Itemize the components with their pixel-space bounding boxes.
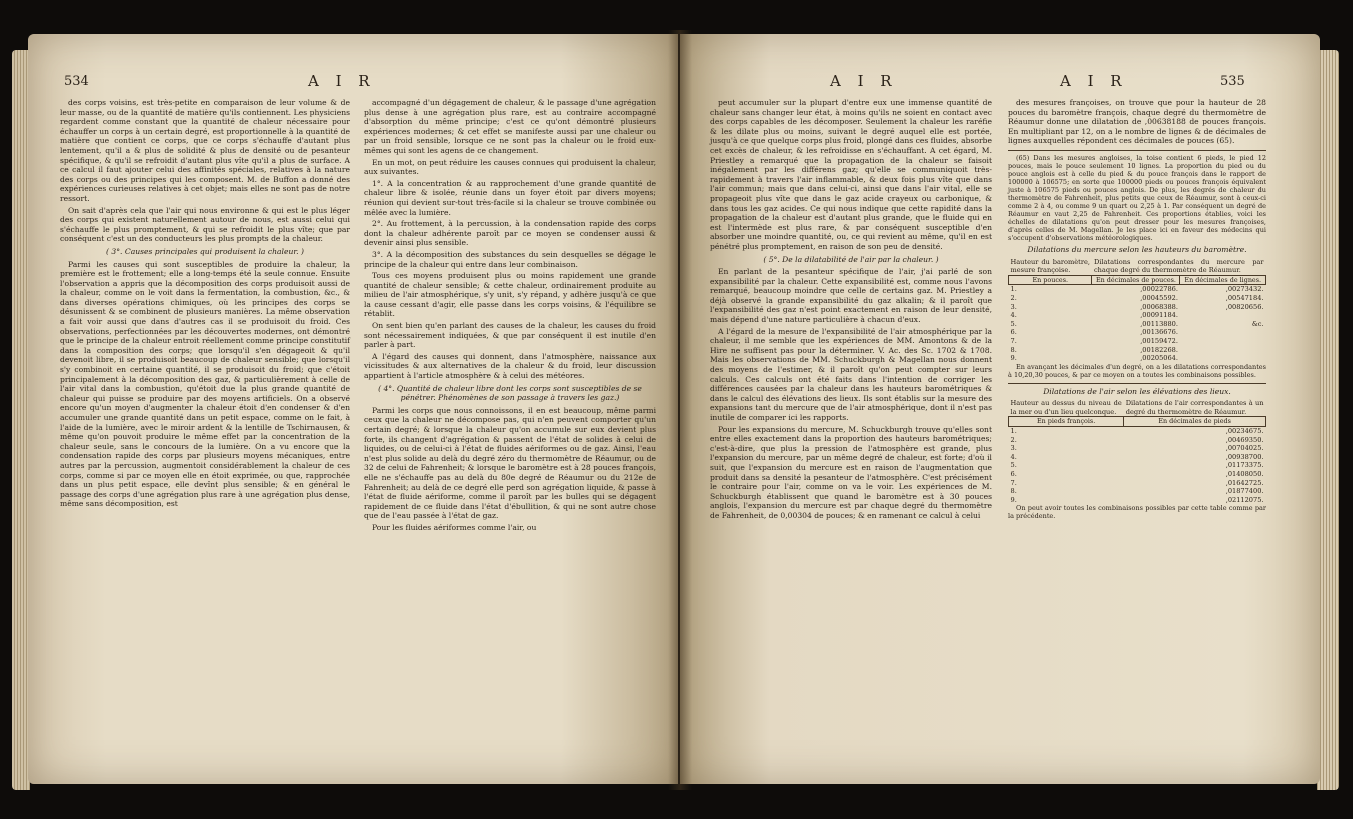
table-row	[1009, 320, 1266, 329]
cell	[1180, 346, 1266, 355]
footnote: (65) Dans les mesures angloises, la toise contient 6 pieds, le pied 12 pouces, mais le pouce seulement 10 lignes. La proportion du pied ou du pouce anglois est à celle du pied & du pouce françois dans le rapport de 100000 à 106575; en sorte que 100000 pieds ou pouces françois équivalent juste à 106575 pieds ou pouces anglois. De plus, les degrés de chaleur du thermomètre de Fahrenheit, plus petits que ceux de Réaumur, sont à ceux-ci comme 2 à 4, ou comme 9 un quart ou 2,25 à 1. Par conséquent un degré de Réaumur en vaut 2,25 de Fahrenheit. Ces proportions établies, voici les échelles de dilatations qu'on peut dresser pour les mesures françoises, d'après celles de M. Magellan. Je les place ici en faveur des médecins qui s'occupent d'observations météorologiques.	[1008, 153, 1266, 242]
running-header: A I R	[830, 72, 898, 90]
cell	[1180, 337, 1266, 346]
cell: ,00068388.	[1140, 302, 1178, 311]
cell: 5.	[1010, 319, 1017, 328]
section-heading: ( 5°. De la dilatabilité de l'air par la chaleur. )	[763, 254, 939, 264]
cell: ,00704025.	[1225, 444, 1264, 453]
cell: ,00547184.	[1225, 293, 1264, 302]
cell: ,00469350.	[1225, 435, 1264, 444]
table-row	[1009, 453, 1266, 462]
running-header: A I R	[1060, 72, 1128, 90]
cell	[1180, 311, 1266, 320]
paragraph: 1°. A la concentration & au rapprochement d'une grande quantité de chaleur libre & isolée, réunie dans un foyer étoit par divers moyens; réunion qui devient sur-tout très-facile si la chaleur se trouve combinée ou mêlée avec la lumière.	[364, 178, 656, 217]
air-dilatation-table	[1008, 399, 1266, 504]
cell: ,00938700.	[1225, 452, 1264, 461]
paragraph: des corps voisins, est très-petite en comparaison de leur volume & de leur masse, ou de la quantité de matière qu'ils contiennent. Les physiciens regardent comme constant que la quantité de chaleur nécessaire pour échauffer un corps à un certain degré, est proportionnelle à la quantité de matière que contient ce corps, que ce corps s'échauffe d'autant plus lentement, qu'il a & plus de solidité & plus de densité ou de pesanteur spécifique, & qu'il se refroidit d'autant plus vîte qu'il a plus de surface. A ce calcul il faut ajouter celui des affinités spéciales, relatives à la nature des corps ou des principes qui les composent. M. de Buffon a donné des expériences curieuses relatives à cet objet; mais elles ne sont pas de notre ressort.	[60, 98, 350, 203]
table-note: En avançant les décimales d'un degré, on a les dilatations correspondantes à 10,20,30 pouces, & par ce moyen on a toutes les combinaisons possibles.	[1008, 362, 1266, 379]
cell: ,00273432.	[1225, 285, 1264, 294]
cell: 7.	[1010, 478, 1017, 487]
column-header: En pieds françois.	[1009, 417, 1124, 427]
cell: 1.	[1010, 285, 1017, 294]
right-page	[680, 34, 1320, 784]
table-row	[1009, 311, 1266, 320]
left-page	[28, 34, 678, 784]
cell: ,00136676.	[1140, 328, 1178, 337]
table-title: Dilatations de l'air selon les élévations des lieux.	[1043, 386, 1231, 396]
table-row	[1009, 354, 1266, 363]
paragraph: Parmi les causes qui sont susceptibles de produire la chaleur, la première est le frottement; elle a long-temps été la seule connue. Ensuite l'observation a appris que la décomposition des corps produisoit aussi de la chaleur, comme on le voit dans la fermentation, la combustion, &c., & dans diverses opérations chimiques, où les principes des corps se désunissent & se combinent de plusieurs manières. La même observation a fait voir aussi que dans d'autres cas il se produisoit du froid. Ces observations, perfectionnées par les découvertes modernes, ont démontré que le principe de la chaleur entroit réellement comme principe constitutif dans la composition des corps; que lorsqu'il s'en dégageoit & qu'il devenoit libre, il se produisoit beaucoup de chaleur sensible; que lorsqu'il s'y combinoit en certaine quantité, il se produisoit du froid; que c'étoit principalement à la décomposition des gaz, & particulièrement à celle de l'air vital dans la combustion, qu'étoit due la plus grande quantité de chaleur qui puisse se produire par des moyens artificiels. On a observé encore qu'un moyen d'augmenter la chaleur étoit d'en condenser & d'en accumuler une grande quantité dans un petit espace, comme on le fait, à l'aide de la lumière, avec le miroir ardent & la lentille de Tschirnausen, & même qu'on pouvoit produire le même effet par la concentration de la chaleur seule, sans le concours de la lumière. On a vu encore que la condensation rapide des corps par plusieurs moyens mécaniques, entre autres par la percussion, augmentoit considérablement la chaleur de ces corps, comme si par ce moyen elle en étoit exprimée, ou que, rapprochée dans un plus petit espace, elle devînt plus sensible; & en général le passage des corps d'une agrégation plus rare à une agrégation plus dense, même sans décomposition, est	[60, 259, 350, 509]
divider	[1008, 383, 1266, 384]
paragraph: On sent bien qu'en parlant des causes de la chaleur, les causes du froid sont nécessairement indiquées, & que par conséquent il est inutile d'en parler à part.	[364, 321, 656, 350]
cell: 9.	[1010, 354, 1017, 363]
cell: 2.	[1010, 293, 1017, 302]
paragraph: On sait d'après cela que l'air qui nous environne & qui est le plus léger des corps qui existent naturellement autour de nous, est aussi celui qui s'échauffe le plus promptement, & qui se refroidit le plus vîte; que par conséquent c'est un des conducteurs les plus prompts de la chaleur.	[60, 205, 350, 244]
table-head: Hauteur au dessus du niveau de la mer ou d'un lieu quelconque.	[1010, 399, 1122, 416]
paragraph: A l'égard des causes qui donnent, dans l'atmosphère, naissance aux vicissitudes & aux alternatives de la chaleur & du froid, leur discussion appartient à l'article atmosphère & à celui des météores.	[364, 351, 656, 381]
table-head: Dilatations correspondantes du mercure par chaque degré du thermomètre de Réaumur.	[1093, 257, 1264, 275]
cell: ,00091184.	[1140, 311, 1178, 320]
cell: 7.	[1010, 336, 1017, 345]
column-header: En pouces.	[1009, 275, 1092, 285]
paragraph: En parlant de la pesanteur spécifique de l'air, j'ai parlé de son expansibilité par la chaleur. Cette expansibilité est, comme nous l'avons remarqué, beaucoup moindre que celle de certains gaz. M. Priestley a déjà observé la grande expansibilité du gaz alkalin; & il paroît que l'expansibilité des gaz n'est point exactement en raison de leur densité, mais dépend d'une nature particulière à chacun d'eux.	[710, 267, 992, 325]
table-row	[1009, 436, 1266, 445]
page-edges-right	[1317, 50, 1339, 790]
cell: 4.	[1010, 311, 1017, 320]
cell: 9.	[1010, 495, 1017, 504]
cell: &c.	[1251, 319, 1264, 328]
table-row	[1009, 479, 1266, 488]
table-row	[1009, 346, 1266, 355]
cell	[1180, 328, 1266, 337]
page-number: 534	[64, 74, 89, 89]
table-head: Dilatations de l'air correspondantes à un degré du thermomètre de Réaumur.	[1125, 399, 1264, 416]
cell: ,00159472.	[1140, 336, 1178, 345]
paragraph: des mesures françoises, on trouve que pour la hauteur de 28 pouces du baromètre françois, chaque degré du thermomètre de Réaumur donne une dilatation de ,00638188 de pouces françois. En multipliant par 12, on a le nombre de lignes & de décimales de lignes auxquelles répondent ces décimales de pouces (65).	[1008, 98, 1266, 146]
table-title: Dilatations du mercure selon les hauteurs du baromètre.	[1027, 244, 1247, 254]
cell: 8.	[1010, 487, 1017, 496]
table-row	[1009, 285, 1266, 294]
paragraph: 3°. A la décomposition des substances du sein desquelles se dégage le principe de la chaleur qui entre dans leur combinaison.	[364, 249, 656, 269]
cell: ,01877400.	[1225, 487, 1264, 496]
running-header: A I R	[308, 72, 376, 90]
table-row	[1009, 487, 1266, 496]
cell: ,00022786.	[1140, 285, 1178, 294]
paragraph: En un mot, on peut réduire les causes connues qui produisent la chaleur, aux suivantes.	[364, 157, 656, 177]
cell: 1.	[1010, 427, 1017, 436]
table-note: On peut avoir toutes les combinaisons possibles par cette table comme par la précédente.	[1008, 504, 1266, 521]
cell: ,02112075.	[1225, 495, 1264, 504]
page-number: 535	[1220, 74, 1245, 89]
paragraph: peut accumuler sur la plupart d'entre eux une immense quantité de chaleur sans changer leur état, à moins qu'ils ne soient en contact avec des corps capables de les décomposer. Seulement la chaleur les raréfie & les dilate plus ou moins, suivant le degré auquel elle est portée, jusqu'à ce que quelque corps plus froid, plongé dans ces fluides, absorbe cet excès de chaleur, & les refroidisse en s'échauffant. A cet égard, M. Priestley a remarqué que la propagation de la chaleur se faisoit inégalement par les différens gaz; qu'elle se communiquoit très-rapidement à travers l'air inflammable, & deux fois plus vîte que dans l'air commun; mais que dans celui-ci, ainsi que dans l'air vital, elle se propageoit plus vîte que dans le gaz acide crayeux ou carbonique, & dans tous les gaz acides. Ce qui nous indique que cette rapidité dans la propagation de la chaleur est d'autant plus grande, que le fluide qui en est l'intermède est plus rare, & par conséquent susceptible d'en absorber une moindre quantité, ou, ce qui revient au même, qu'il en est pénétré plus promptement, en raison de son peu de densité.	[710, 98, 992, 251]
table-row	[1009, 444, 1266, 453]
section-heading: ( 4°. Quantité de chaleur libre dont les corps sont susceptibles de se pénétrer. Phénomènes de son passage à travers les gaz.)	[378, 383, 642, 403]
section-heading: ( 3°. Causes principales qui produisent la chaleur. )	[106, 246, 304, 256]
table-row	[1009, 461, 1266, 470]
cell: 4.	[1010, 452, 1017, 461]
paragraph: Tous ces moyens produisent plus ou moins rapidement une grande quantité de chaleur sensible; & cette chaleur, ordinairement produite au milieu de l'air atmosphérique, s'y unit, s'y répand, y adhère jusqu'à ce que la cause cessant d'agir, elle passe dans les corps voisins, & l'équilibre se rétablit.	[364, 271, 656, 319]
table-row	[1009, 427, 1266, 436]
column-header: En décimales de pieds	[1124, 417, 1266, 427]
left-column-2	[364, 98, 656, 535]
table-head: Hauteur du baromètre, mesure françoise.	[1010, 257, 1090, 275]
cell: 6.	[1010, 470, 1017, 479]
table-row	[1009, 496, 1266, 505]
paragraph: accompagné d'un dégagement de chaleur, & le passage d'une agrégation plus dense à une agrégation plus rare, est au contraire accompagné d'absorption du même principe; c'est ce qu'ont démontré plusieurs expériences modernes; & cet effet se manifeste aussi par une chaleur ou par un froid sensible, lorsque ce ne sont pas la chaleur ou le froid eux-mêmes qui sont les agens de ce changement.	[364, 98, 656, 155]
cell: 8.	[1010, 345, 1017, 354]
paragraph: A l'égard de la mesure de l'expansibilité de l'air atmosphérique par la chaleur, il me semble que les expériences de MM. Amontons & de la Hire ne suffisent pas pour la déterminer. V. Ac. des Sc. 1702 & 1708. Mais les observations de MM. Schuckburgh & Magellan nous donnent des moyens de l'estimer, & il paroît qu'on peut compter sur leurs calculs. Ces calculs ont été faits dans l'intention de corriger les différences causées par la chaleur dans les hauteurs barométriques & dans le calcul des élévations des lieux. Ils sont établis sur la mesure des expansions tant du mercure que de l'air atmosphérique, dont il n'est pas inutile de comparer ici les rapports.	[710, 326, 992, 422]
cell: 3.	[1010, 302, 1017, 311]
right-column-1	[710, 98, 992, 523]
book-spread	[8, 10, 1345, 810]
cell: ,01408050.	[1225, 470, 1264, 479]
cell: ,00113880.	[1140, 319, 1178, 328]
table-row	[1009, 294, 1266, 303]
cell: ,00820656.	[1225, 302, 1264, 311]
column-header: En décimales de pouces.	[1092, 275, 1180, 285]
cell: 5.	[1010, 461, 1017, 470]
cell: 6.	[1010, 328, 1017, 337]
table-row	[1009, 328, 1266, 337]
cell: ,00205064.	[1140, 354, 1178, 363]
column-header: En décimales de lignes.	[1180, 275, 1266, 285]
cell: ,01642725.	[1225, 478, 1264, 487]
cell: ,00045592.	[1140, 293, 1178, 302]
cell: 2.	[1010, 435, 1017, 444]
cell	[1180, 354, 1266, 363]
left-column-1	[60, 98, 350, 511]
cell: ,01173375.	[1225, 461, 1264, 470]
table-row	[1009, 337, 1266, 346]
table-row	[1009, 303, 1266, 312]
paragraph: Parmi les corps que nous connoissons, il en est beaucoup, même parmi ceux que la chaleur ne décompose pas, qui n'en peuvent comporter qu'un certain degré; & lorsque la chaleur qu'on accumule sur eux devient plus forte, ils changent d'agrégation & passent de l'état de solides à celui de liquides, ou de celui-ci à l'état de fluides aériformes ou de gaz. Ainsi, l'eau n'est plus solide au delà du degré zéro du thermomètre de Réaumur, ou de 32 de celui de Fahrenheit; & lorsque le baromètre est à 28 pouces françois, elle ne s'échauffe pas au delà du 80e degré de Réaumur ou du 212e de Fahrenheit; au delà de ce degré elle perd son agrégation liquide, & passe à l'état de fluide aériforme, comme il paroît par les bulles qui se dégagent rapidement de ce fluide dans l'état d'ébullition, & qui ne sont autre chose que de l'eau passée à l'état de gaz.	[364, 405, 656, 521]
paragraph: Pour les fluides aériformes comme l'air, ou	[372, 522, 537, 532]
book-gutter	[668, 30, 692, 790]
paragraph: Pour les expansions du mercure, M. Schuckburgh trouve qu'elles sont entre elles exactement dans la proportion des hauteurs barométriques; c'est-à-dire, que plus la pression de l'atmosphère est grande, plus l'expansion du mercure, par un même degré de chaleur, est forte; d'où il suit, que l'expansion du mercure est en raison de l'augmentation que produit dans sa densité la pesanteur de l'atmosphère. C'est précisément le contraire pour l'air, comme on va le voir. Les expériences de M. Schuckburgh établissent que quand le baromètre est à 30 pouces anglois, l'expansion du mercure est par chaque degré du thermomètre de Fahrenheit, de 0,00304 de pouces; & en ramenant ce calcul à celui	[710, 424, 992, 520]
cell: ,00182268.	[1140, 345, 1178, 354]
mercury-dilatation-table	[1008, 258, 1266, 363]
cell: ,00234675.	[1225, 427, 1264, 436]
table-row	[1009, 470, 1266, 479]
divider	[1008, 150, 1266, 151]
paragraph: 2°. Au frottement, à la percussion, à la condensation rapide des corps dont la chaleur adhérente paroît par ce moyen se condenser aussi & devenir ainsi plus sensible.	[364, 219, 656, 248]
right-column-2	[1008, 98, 1266, 522]
cell: 3.	[1010, 444, 1017, 453]
